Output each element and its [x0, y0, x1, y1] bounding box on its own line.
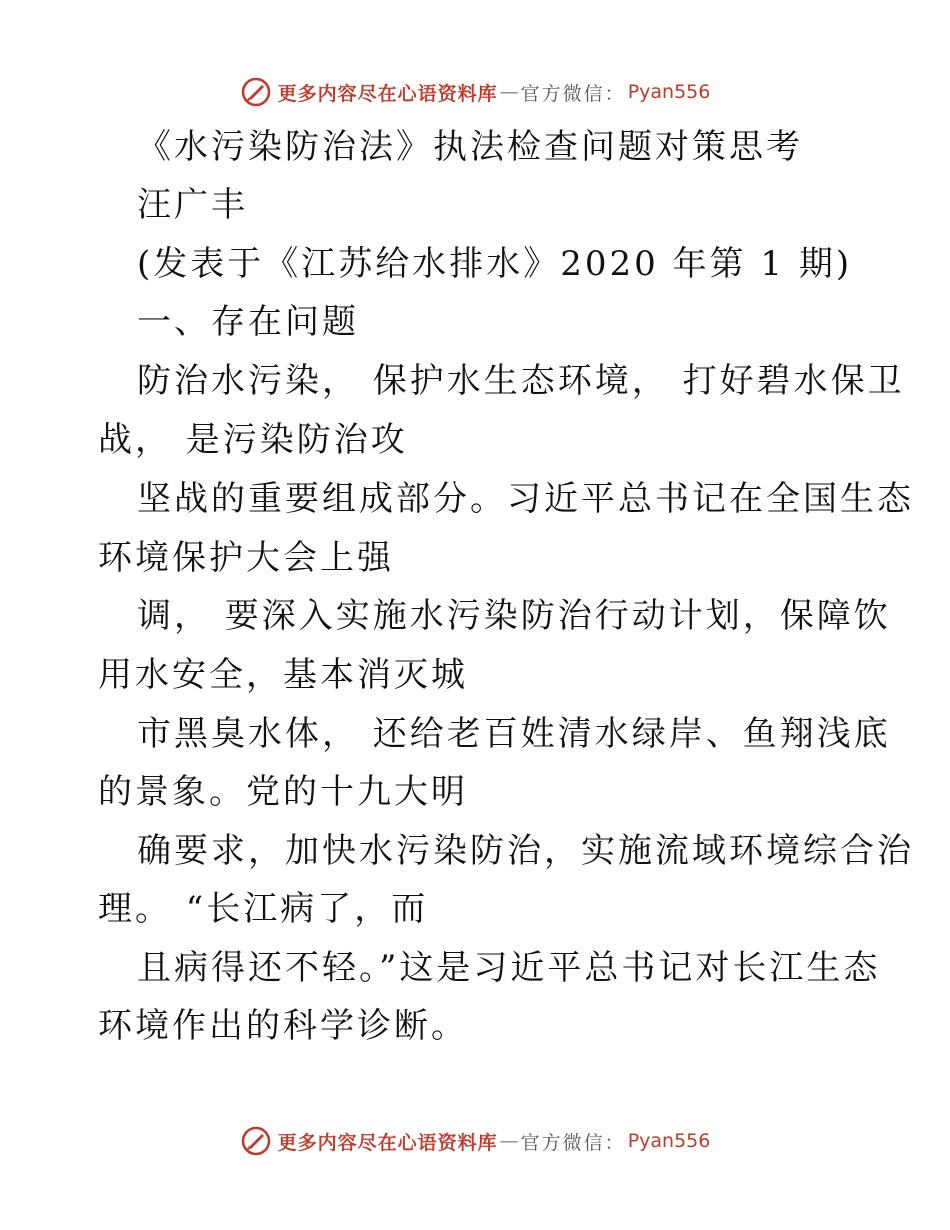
paragraph-line: 环境保护大会上强 [98, 538, 394, 578]
watermark-wechat-id: Pyan556 [627, 1130, 711, 1152]
section-heading: 一、存在问题 [137, 302, 359, 342]
document-source: (发表于《江苏给水排水》2020 年第 1 期) [137, 244, 853, 284]
watermark-dash: — [499, 1130, 519, 1152]
paragraph-line: 用水安全，基本消灭城 [98, 655, 468, 695]
watermark-label: 官方微信： [520, 82, 626, 105]
paragraph-line: 的景象。党的十九大明 [98, 772, 468, 812]
paragraph-line: 且病得还不轻。”这是习近平总书记对长江生态 [137, 948, 881, 988]
watermark-brand: 更多内容尽在心语资料库 [277, 82, 498, 105]
paragraph-line: 战， 是污染防治攻 [98, 420, 408, 460]
paragraph-line: 调， 要深入实施水污染防治行动计划，保障饮 [137, 596, 891, 636]
watermark-brand: 更多内容尽在心语资料库 [277, 1131, 498, 1154]
watermark-label: 官方微信： [520, 1131, 626, 1154]
watermark-wechat-id: Pyan556 [627, 81, 711, 103]
document-author: 汪广丰 [137, 185, 248, 225]
quill-seal-icon [240, 76, 272, 108]
paragraph-line: 市黑臭水体， 还给老百姓清水绿岸、鱼翔浅底 [137, 714, 891, 754]
paragraph-line: 理。 “长江病了，而 [98, 889, 429, 929]
header-watermark [0, 72, 950, 112]
paragraph-line: 确要求，加快水污染防治，实施流域环境综合治 [137, 831, 914, 871]
paragraph-line: 防治水污染， 保护水生态环境， 打好碧水保卫 [137, 361, 905, 401]
quill-seal-icon [240, 1125, 272, 1157]
paragraph-line: 环境作出的科学诊断。 [98, 1006, 468, 1046]
paragraph-line: 坚战的重要组成部分。习近平总书记在全国生态 [137, 479, 914, 519]
document-title: 《水污染防治法》执法检查问题对策思考 [137, 127, 803, 167]
footer-watermark [0, 1121, 950, 1161]
watermark-dash: — [499, 81, 519, 103]
